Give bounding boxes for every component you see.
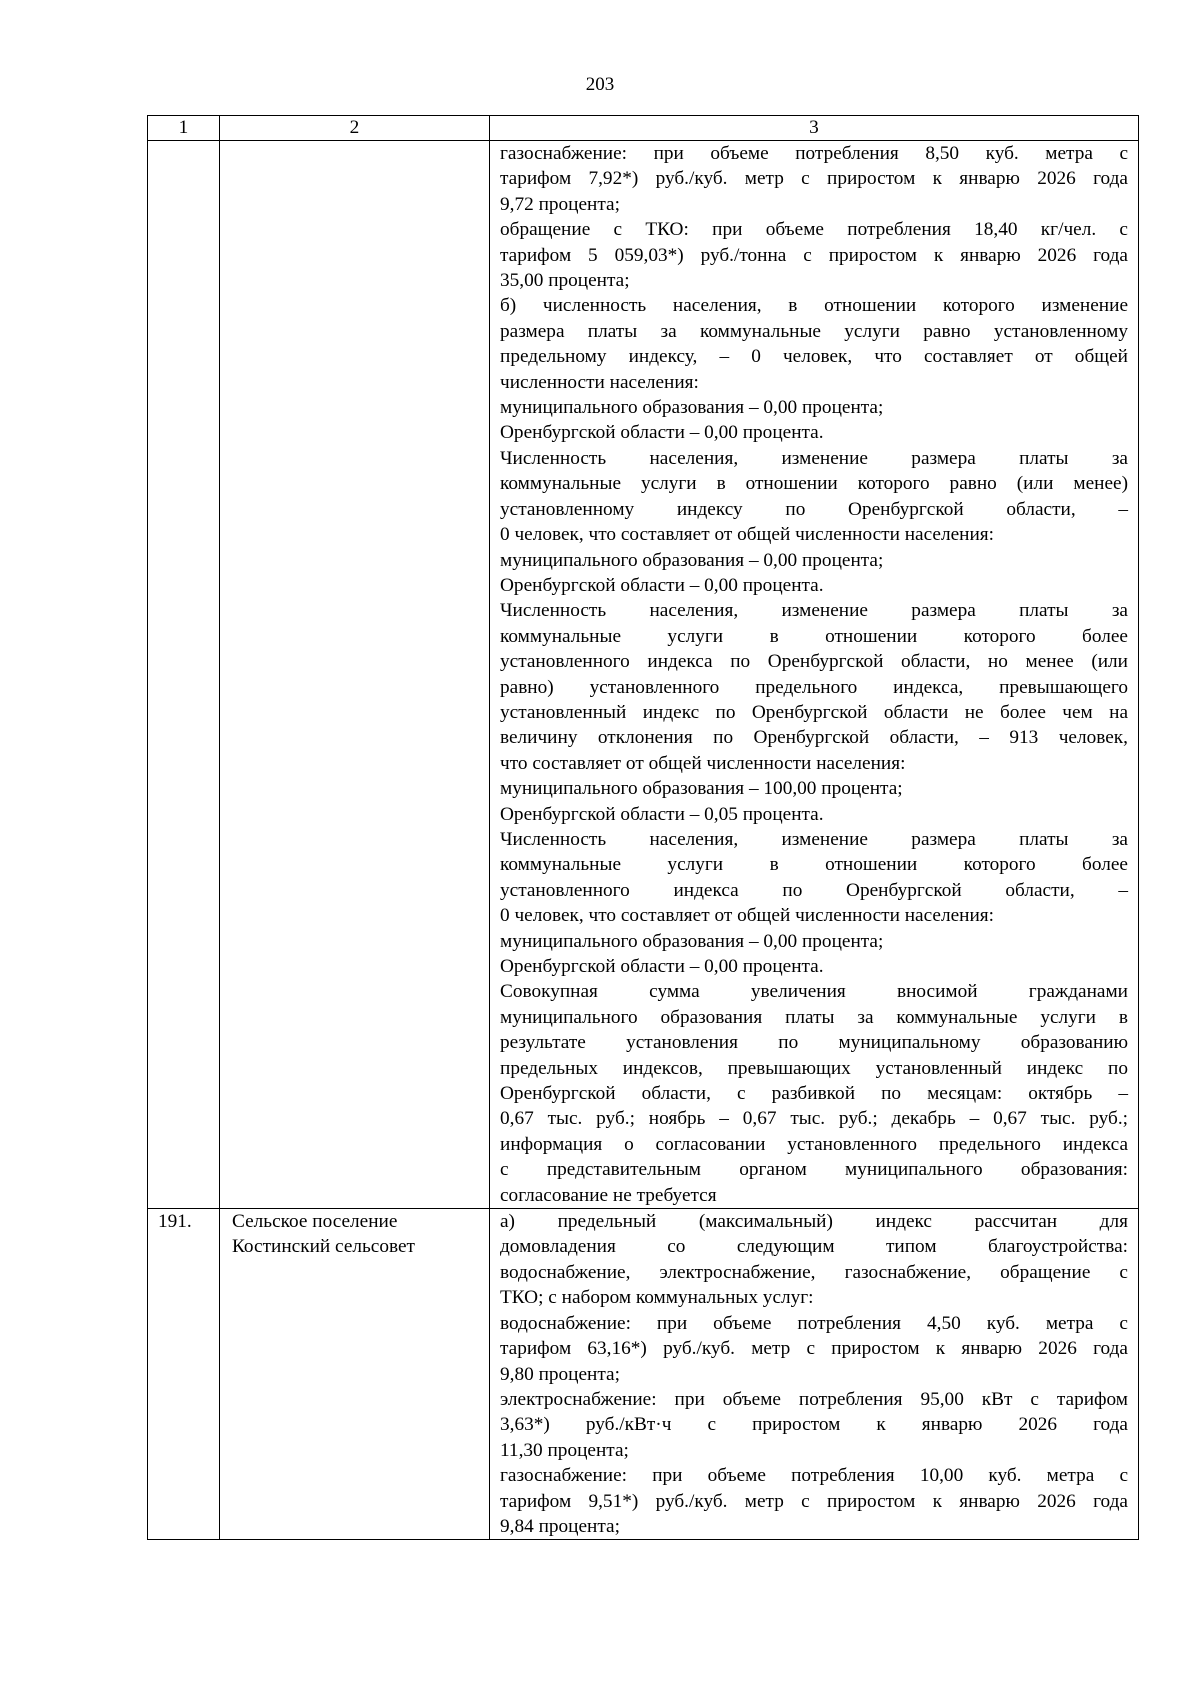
description-line: тарифом 63,16*) руб./куб. метр с приростом к январю 2026 года bbox=[500, 1338, 1128, 1360]
description-line: размера платы за коммунальные услуги равно установленному bbox=[500, 320, 1128, 342]
description-line: 9,72 процента; bbox=[500, 193, 620, 215]
description-line: величину отклонения по Оренбургской области, – 913 человек, bbox=[500, 727, 1128, 749]
description-line: установленный индекс по Оренбургской области не более чем на bbox=[500, 701, 1128, 723]
description-line: коммунальные услуги в отношении которого более bbox=[500, 854, 1128, 876]
description-line: 11,30 процента; bbox=[500, 1439, 629, 1461]
description-line: муниципального образования – 100,00 процента; bbox=[500, 778, 903, 800]
description-line: домовладения со следующим типом благоустройства: bbox=[500, 1236, 1128, 1258]
description-line: обращение с ТКО: при объеме потребления 18,40 кг/чел. с bbox=[500, 219, 1128, 241]
description-line: предельных индексов, превышающих установленный индекс по bbox=[500, 1057, 1128, 1079]
description-line: муниципального образования – 0,00 процента; bbox=[500, 549, 884, 571]
table-row bbox=[148, 1209, 1139, 1540]
description-line: коммунальные услуги в отношении которого равно (или менее) bbox=[500, 473, 1128, 495]
description-line: Оренбургской области – 0,00 процента. bbox=[500, 574, 824, 596]
description-line: 9,80 процента; bbox=[500, 1363, 620, 1385]
row-number-cell: 191. bbox=[148, 1209, 220, 1540]
description-line: установленного индекса по Оренбургской области, – bbox=[500, 879, 1128, 901]
description-line: Оренбургской области – 0,00 процента. bbox=[500, 956, 824, 977]
description-line: 3,63*) руб./кВт·ч с приростом к январю 2026 года bbox=[500, 1414, 1128, 1436]
settlement-name-line: Костинский сельсовет bbox=[232, 1236, 415, 1258]
description-line: 0 человек, что составляет от общей численности населения: bbox=[500, 905, 994, 927]
description-line: Численность населения, изменение размера платы за bbox=[500, 600, 1128, 622]
description-line: тарифом 7,92*) руб./куб. метр с приростом к январю 2026 года bbox=[500, 168, 1128, 190]
page-number: 203 bbox=[585, 74, 615, 95]
index-description-cell bbox=[490, 141, 1139, 1209]
description-line: газоснабжение: при объеме потребления 10,00 куб. метра с bbox=[500, 1465, 1128, 1487]
description-line: численности населения: bbox=[500, 371, 699, 393]
description-line: согласование не требуется bbox=[500, 1184, 717, 1206]
table-row bbox=[148, 141, 1139, 1209]
description-line: предельному индексу, – 0 человек, что составляет от общей bbox=[500, 346, 1128, 368]
description-line: с представительным органом муниципального образования: bbox=[500, 1159, 1128, 1181]
description-line: что составляет от общей численности населения: bbox=[500, 752, 906, 774]
description-line: ТКО; с набором коммунальных услуг: bbox=[500, 1287, 814, 1309]
description-line: а) предельный (максимальный) индекс рассчитан для bbox=[500, 1211, 1128, 1233]
description-line: информация о согласовании установленного предельного индекса bbox=[500, 1133, 1128, 1155]
description-line: газоснабжение: при объеме потребления 8,50 куб. метра с bbox=[500, 143, 1128, 164]
description-line: равно) установленного предельного индекса, превышающего bbox=[500, 676, 1128, 698]
description-line: Численность населения, изменение размера платы за bbox=[500, 828, 1128, 850]
description-line: муниципального образования – 0,00 процента; bbox=[500, 397, 884, 419]
description-line: электроснабжение: при объеме потребления 95,00 кВт с тарифом bbox=[500, 1388, 1128, 1410]
description-line: 9,84 процента; bbox=[500, 1515, 620, 1537]
description-line: муниципального образования платы за коммунальные услуги в bbox=[500, 1006, 1128, 1028]
description-line: 0 человек, что составляет от общей численности населения: bbox=[500, 524, 994, 546]
settlement-name-cell bbox=[220, 1209, 490, 1540]
description-line: 0,67 тыс. руб.; ноябрь – 0,67 тыс. руб.; декабрь – 0,67 тыс. руб.; bbox=[500, 1108, 1128, 1130]
description-line: Оренбургской области, с разбивкой по месяцам: октябрь – bbox=[500, 1083, 1128, 1105]
table-body bbox=[148, 141, 1139, 1540]
description-line: Оренбургской области – 0,00 процента. bbox=[500, 422, 824, 444]
description-line: результате установления по муниципальному образованию bbox=[500, 1032, 1128, 1054]
description-line: тарифом 9,51*) руб./куб. метр с приростом к январю 2026 года bbox=[500, 1490, 1128, 1512]
column-header-3: 3 bbox=[490, 116, 1139, 141]
description-line: Оренбургской области – 0,05 процента. bbox=[500, 803, 824, 825]
settlement-name-cell bbox=[220, 141, 490, 1209]
description-line: Численность населения, изменение размера платы за bbox=[500, 447, 1128, 469]
description-line: 35,00 процента; bbox=[500, 270, 630, 292]
column-header-2: 2 bbox=[220, 116, 490, 141]
description-line: муниципального образования – 0,00 процента; bbox=[500, 930, 884, 952]
tariff-index-table bbox=[147, 115, 1139, 1540]
description-line: водоснабжение: при объеме потребления 4,50 куб. метра с bbox=[500, 1312, 1128, 1334]
table-header-row bbox=[148, 116, 1139, 141]
description-line: тарифом 5 059,03*) руб./тонна с приростом к январю 2026 года bbox=[500, 244, 1128, 266]
description-line: установленному индексу по Оренбургской области, – bbox=[500, 498, 1128, 520]
row-number-cell bbox=[148, 141, 220, 1209]
index-description-cell bbox=[490, 1209, 1139, 1540]
settlement-name-line: Сельское поселение bbox=[232, 1211, 398, 1233]
description-line: Совокупная сумма увеличения вносимой гражданами bbox=[500, 981, 1128, 1003]
description-line: водоснабжение, электроснабжение, газоснабжение, обращение с bbox=[500, 1261, 1128, 1283]
description-line: коммунальные услуги в отношении которого более bbox=[500, 625, 1128, 647]
description-line: б) численность населения, в отношении которого изменение bbox=[500, 295, 1128, 317]
description-line: установленного индекса по Оренбургской области, но менее (или bbox=[500, 651, 1128, 673]
column-header-1: 1 bbox=[148, 116, 220, 141]
